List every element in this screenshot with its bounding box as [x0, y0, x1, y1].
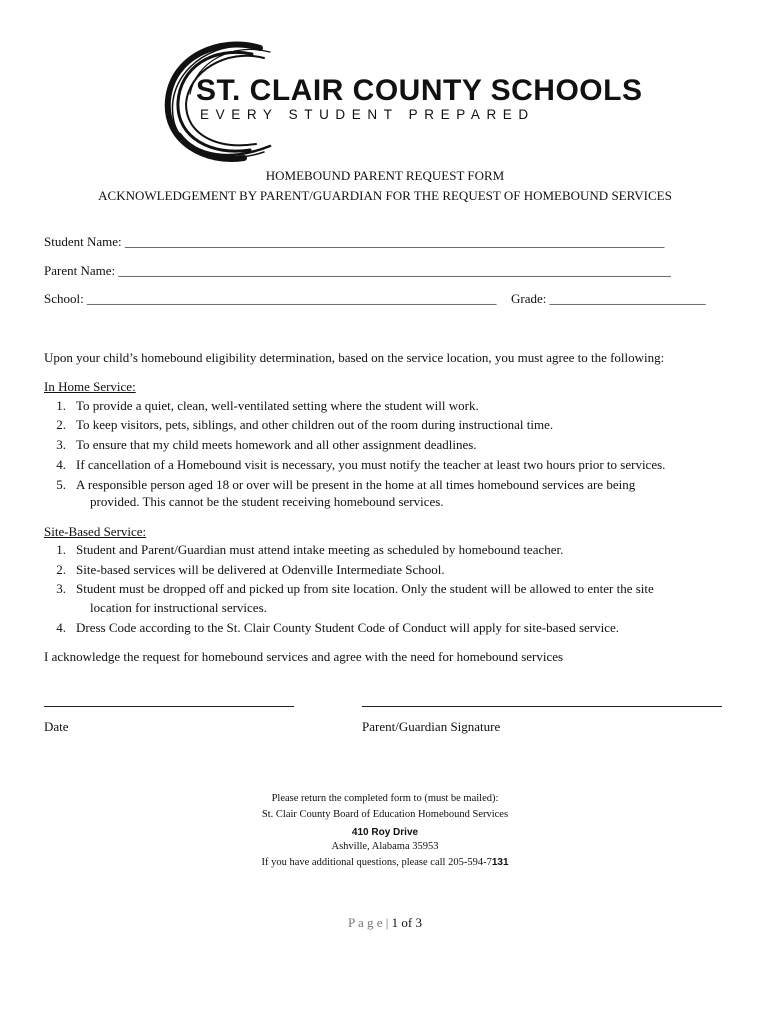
list-item: [44, 417, 553, 433]
list-number: 2.: [56, 417, 66, 432]
student-name-field[interactable]: Student Name: ___________________________________________________________________________________: [44, 234, 665, 249]
list-number: 5.: [56, 477, 66, 492]
list-number: 2.: [56, 562, 66, 577]
list-text-continued: provided. This cannot be the student receiving homebound services.: [90, 494, 444, 509]
list-text: Student must be dropped off and picked up from site location. Only the student will be allowed to enter the site: [76, 581, 654, 596]
list-text: If cancellation of a Homebound visit is necessary, you must notify the teacher at least two hours prior to services.: [76, 457, 666, 472]
footer-org: St. Clair County Board of Education Homebound Services: [261, 809, 509, 820]
signature-label: Parent/Guardian Signature: [362, 719, 501, 734]
page-label: P a g e |: [348, 915, 392, 930]
list-text: To provide a quiet, clean, well-ventilated setting where the student will work.: [76, 398, 479, 413]
list-number: 4.: [56, 620, 66, 635]
list-item: [44, 620, 619, 636]
grade-field[interactable]: Grade: ________________________: [511, 291, 706, 306]
list-item: [44, 477, 635, 493]
list-item: [44, 581, 654, 597]
list-text: Site-based services will be delivered at Odenville Intermediate School.: [76, 562, 445, 577]
footer-city: Ashville, Alabama 35953: [331, 841, 439, 852]
signature-line[interactable]: [362, 706, 722, 707]
footer-phone: [0, 857, 770, 868]
site-based-heading: Site-Based Service:: [44, 524, 147, 539]
list-text: To ensure that my child meets homework and all other assignment deadlines.: [76, 437, 477, 452]
form-subtitle: ACKNOWLEDGEMENT BY PARENT/GUARDIAN FOR THE REQUEST OF HOMEBOUND SERVICES: [98, 188, 672, 203]
page-number: [0, 915, 770, 931]
footer-phone-prefix: If you have additional questions, please call 205-594-7: [261, 857, 492, 868]
page-count: 1 of 3: [391, 915, 422, 930]
list-text: A responsible person aged 18 or over will be present in the home at all times homebound services are being: [76, 477, 636, 492]
list-item: [44, 398, 479, 414]
list-number: 1.: [56, 398, 66, 413]
list-text: Student and Parent/Guardian must attend intake meeting as scheduled by homebound teacher.: [76, 542, 564, 557]
logo-title: ST. CLAIR COUNTY SCHOOLS: [196, 74, 643, 107]
list-number: 3.: [56, 437, 66, 452]
list-item: [44, 437, 477, 453]
list-item: [44, 542, 563, 558]
list-number: 4.: [56, 457, 66, 472]
footer-street: 410 Roy Drive: [351, 827, 419, 838]
date-label: Date: [44, 719, 69, 734]
list-text-continued: location for instructional services.: [90, 600, 267, 615]
intro-text: Upon your child’s homebound eligibility determination, based on the service location, you must agree to the following:: [44, 350, 665, 365]
footer-phone-suffix: 131: [491, 857, 509, 868]
in-home-heading: In Home Service:: [44, 379, 136, 394]
date-line[interactable]: [44, 706, 294, 707]
list-number: 1.: [56, 542, 66, 557]
form-title: HOMEBOUND PARENT REQUEST FORM: [265, 168, 505, 183]
list-text: To keep visitors, pets, siblings, and other children out of the room during instructional time.: [76, 417, 554, 432]
list-item: [44, 457, 665, 473]
list-text: Dress Code according to the St. Clair County Student Code of Conduct will apply for site-based service.: [76, 620, 620, 635]
district-logo: [160, 38, 643, 166]
logo-tagline: EVERY STUDENT PREPARED: [200, 107, 535, 122]
footer-return-note: Please return the completed form to (must be mailed):: [271, 793, 499, 804]
parent-name-field[interactable]: Parent Name: _____________________________________________________________________________________: [44, 263, 671, 278]
school-field[interactable]: School: _______________________________________________________________: [44, 291, 497, 306]
acknowledge-text: I acknowledge the request for homebound services and agree with the need for homebound services: [44, 649, 564, 664]
list-item: [44, 562, 445, 578]
list-number: 3.: [56, 581, 66, 596]
